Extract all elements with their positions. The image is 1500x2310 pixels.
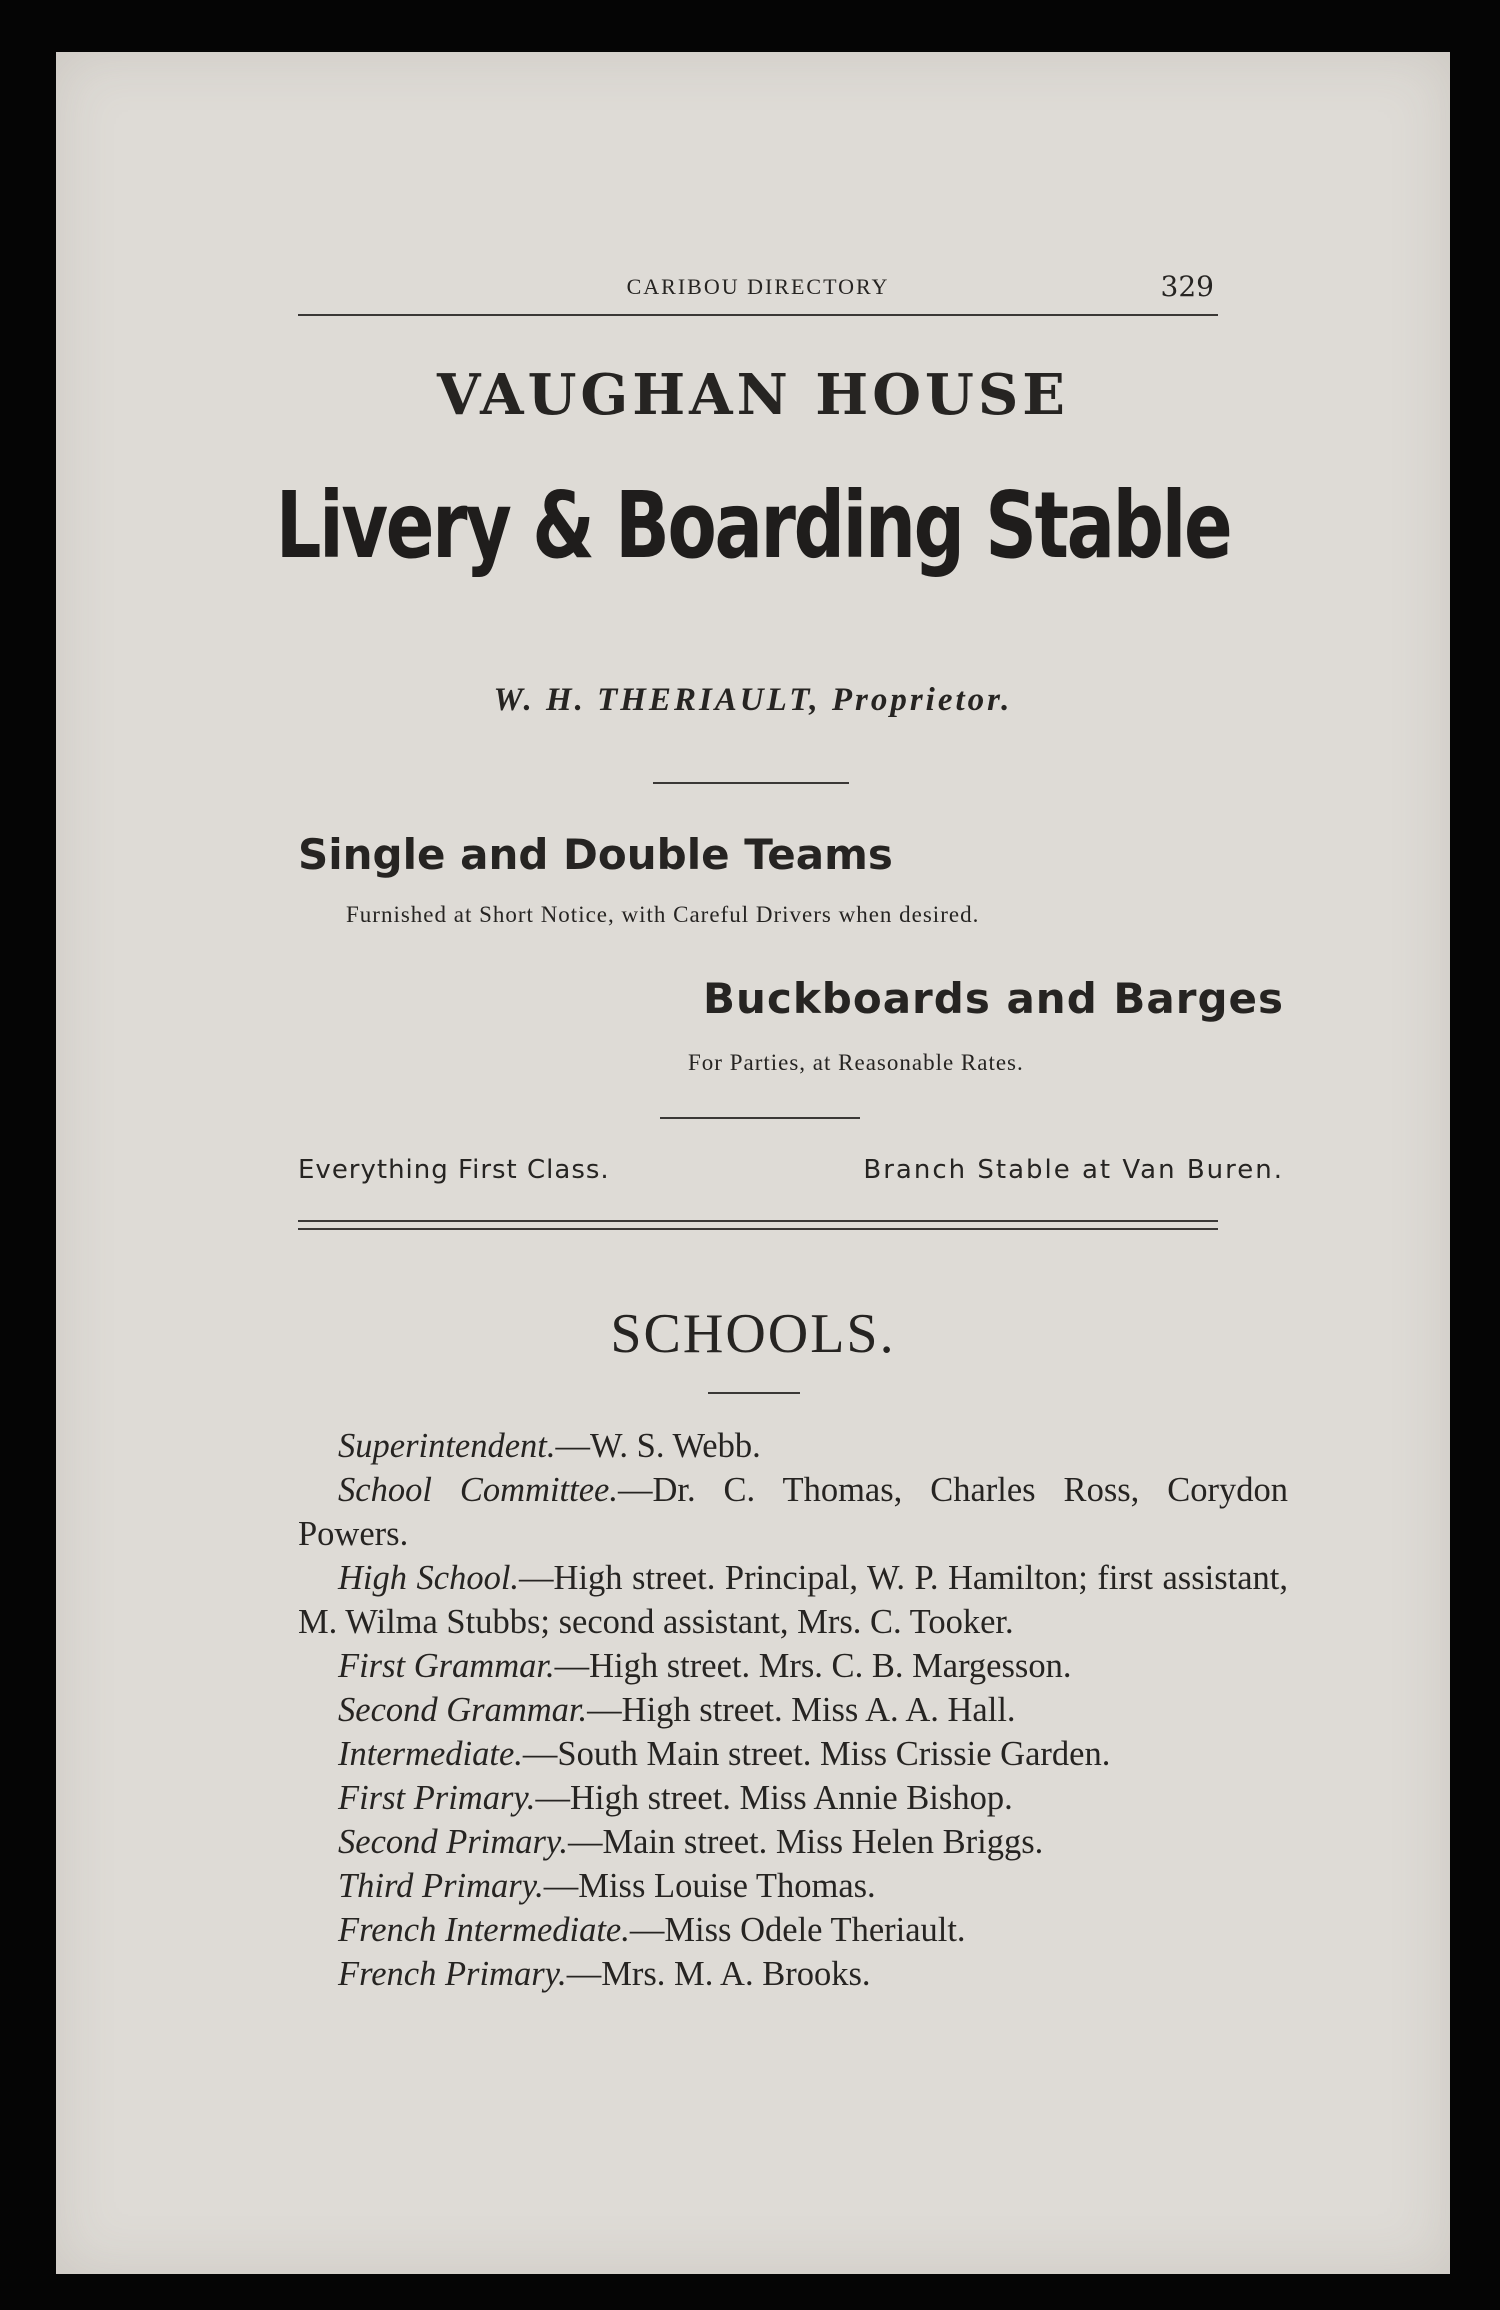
advertisement-footer-right: Branch Stable at Van Buren.: [863, 1155, 1284, 1185]
schools-entry: [298, 1556, 1288, 1644]
double-rule-top: [298, 1220, 1218, 1222]
divider-rule: [708, 1392, 800, 1394]
entry-role: School Committee.: [338, 1471, 618, 1509]
schools-entry: [298, 1688, 1288, 1732]
service-heading-teams: Single and Double Teams: [298, 830, 893, 879]
entry-role: First Grammar.: [338, 1647, 555, 1685]
schools-heading: SCHOOLS.: [610, 1303, 896, 1365]
divider-rule: [660, 1117, 860, 1119]
schools-entry: [298, 1820, 1288, 1864]
schools-entry: [298, 1952, 1288, 1996]
double-rule-bottom: [298, 1228, 1218, 1230]
advertisement-proprietor: W. H. THERIAULT, Proprietor.: [493, 682, 1013, 718]
page-number: 329: [1160, 270, 1214, 303]
entry-role: Second Primary.: [338, 1823, 568, 1861]
advertisement-footer-left: Everything First Class.: [298, 1155, 610, 1185]
schools-entry: [298, 1776, 1288, 1820]
entry-role: Third Primary.: [338, 1867, 544, 1905]
entry-text: —High street. Miss A. A. Hall.: [587, 1691, 1016, 1729]
advertisement-business: Livery & Boarding Stable: [275, 472, 1231, 579]
directory-page: [56, 52, 1450, 2274]
entry-text: —Dr. C. Thomas, Charles Ross, Corydon Powers.: [298, 1471, 1288, 1553]
entry-role: Second Grammar.: [338, 1691, 588, 1729]
entry-text: —Main street. Miss Helen Briggs.: [567, 1823, 1044, 1861]
service-detail-barges: For Parties, at Reasonable Rates.: [688, 1050, 1024, 1075]
schools-entry: [298, 1424, 1288, 1468]
advertisement-name: VAUGHAN HOUSE: [437, 362, 1069, 428]
entry-role: High School.: [338, 1559, 520, 1597]
running-head: CARIBOU DIRECTORY: [626, 274, 890, 299]
divider-rule: [653, 782, 849, 784]
page-header: [298, 270, 1218, 316]
entry-text: —High street. Mrs. C. B. Margesson.: [554, 1647, 1072, 1685]
schools-entry: [298, 1468, 1288, 1556]
entry-role: French Primary.: [338, 1955, 567, 1993]
schools-entry: [298, 1644, 1288, 1688]
entry-role: Intermediate.: [338, 1735, 523, 1773]
schools-entry: [298, 1908, 1288, 1952]
entry-text: —High street. Miss Annie Bishop.: [535, 1779, 1013, 1817]
entry-text: —Miss Odele Theriault.: [629, 1911, 966, 1949]
entry-text: —Miss Louise Thomas.: [543, 1867, 876, 1905]
service-heading-barges: Buckboards and Barges: [703, 974, 1284, 1023]
entry-text: —W. S. Webb.: [555, 1427, 761, 1465]
entry-text: —Mrs. M. A. Brooks.: [566, 1955, 871, 1993]
schools-entry: [298, 1864, 1288, 1908]
entry-text: —South Main street. Miss Crissie Garden.: [522, 1735, 1111, 1773]
entry-text: —High street. Principal, W. P. Hamilton; first assistant, M. Wilma Stubbs; second assistant, Mrs. C. Tooker.: [298, 1559, 1288, 1641]
schools-list: [298, 1424, 1288, 1996]
schools-entry: [298, 1732, 1288, 1776]
entry-role: Superintendent.: [338, 1427, 556, 1465]
service-detail-teams: Furnished at Short Notice, with Careful Drivers when desired.: [346, 902, 980, 927]
entry-role: French Intermediate.: [338, 1911, 630, 1949]
entry-role: First Primary.: [338, 1779, 536, 1817]
